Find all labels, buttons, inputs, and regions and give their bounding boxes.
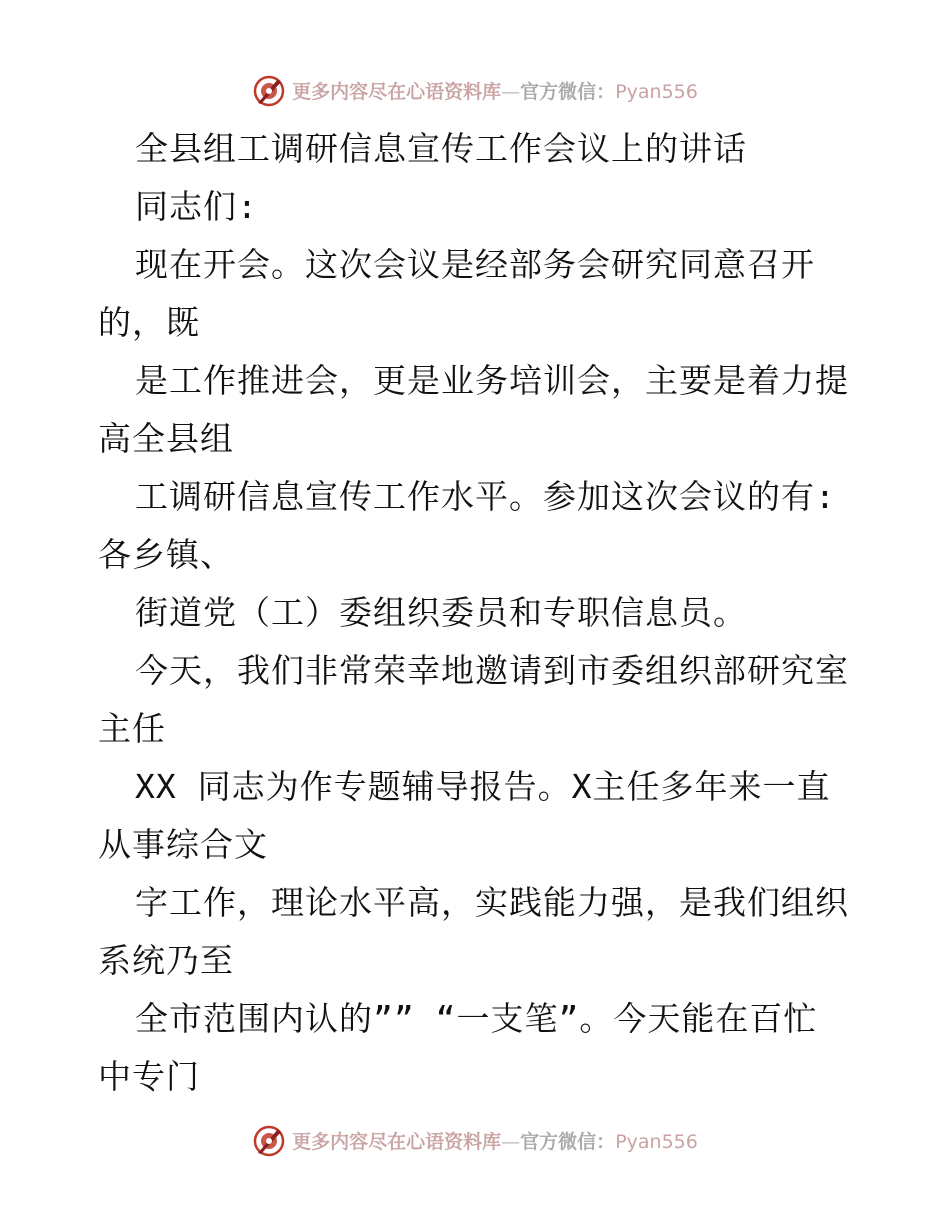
watermark-wechat-id: Pyan556 (615, 80, 698, 103)
header-watermark (0, 70, 950, 110)
paragraph-line: 主任 (98, 709, 166, 748)
footer-watermark (0, 1120, 950, 1160)
paragraph-line: 从事综合文 (98, 825, 268, 864)
paragraph-line: 同志们: (135, 187, 258, 226)
watermark-dash: — (501, 1130, 521, 1153)
quill-seal-icon (252, 73, 286, 107)
document-title: 全县组工调研信息宣传工作会议上的讲话 (135, 129, 747, 168)
paragraph-line: 今天，我们非常荣幸地邀请到市委组织部研究室 (135, 651, 849, 690)
watermark-dash: — (501, 80, 521, 103)
paragraph-line: 是工作推进会，更是业务培训会，主要是着力提 (135, 361, 849, 400)
paragraph-line: 系统乃至 (98, 941, 234, 980)
watermark-brand: 更多内容尽在心语资料库 (292, 1130, 502, 1153)
paragraph-line: 现在开会。这次会议是经部务会研究同意召开 (135, 245, 815, 284)
paragraph-line: 中专门 (98, 1057, 200, 1096)
watermark-wechat-id: Pyan556 (615, 1130, 698, 1153)
quill-seal-icon (252, 1123, 286, 1157)
watermark-text (292, 1127, 698, 1154)
watermark-official-label: 官方微信： (520, 1130, 616, 1153)
watermark-brand: 更多内容尽在心语资料库 (292, 80, 502, 103)
paragraph-line: 全市范围内认的”” “一支笔”。今天能在百忙 (135, 999, 818, 1038)
watermark-text (292, 77, 698, 104)
paragraph-line: 字工作，理论水平高，实践能力强，是我们组织 (135, 883, 849, 922)
paragraph-line: 高全县组 (98, 419, 234, 458)
paragraph-line: 工调研信息宣传工作水平。参加这次会议的有: (135, 477, 836, 516)
watermark-official-label: 官方微信： (520, 80, 616, 103)
paragraph-line: 各乡镇、 (98, 535, 234, 574)
paragraph-line: 街道党（工）委组织委员和专职信息员。 (135, 593, 747, 632)
paragraph-line: 的，既 (98, 303, 200, 342)
paragraph-line: XX 同志为作专题辅导报告。X主任多年来一直 (135, 767, 831, 806)
